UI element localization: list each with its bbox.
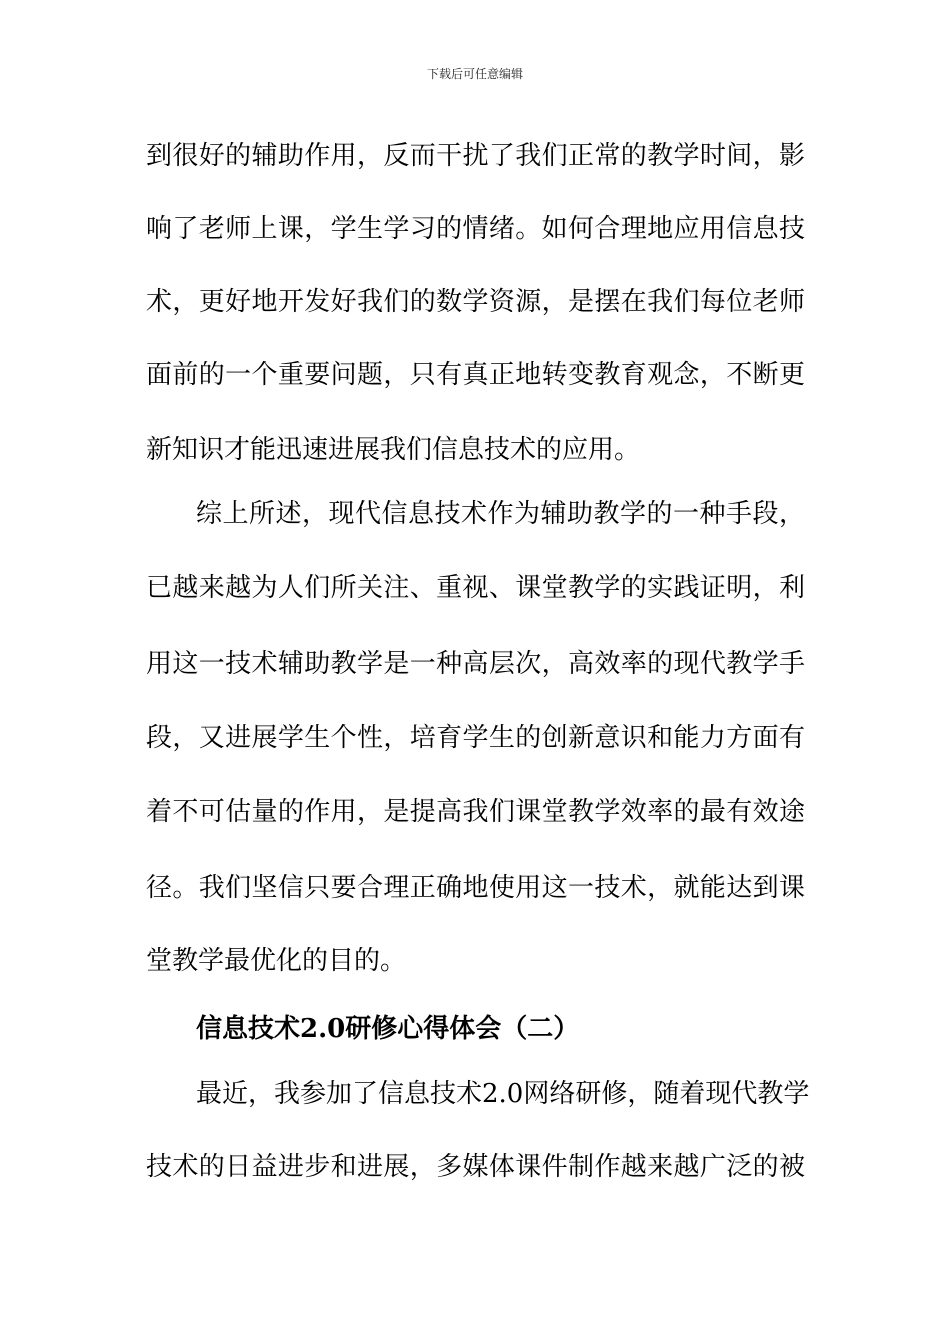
paragraph-line: 综上所述，现代信息技术作为辅助教学的一种手段， [196, 499, 805, 529]
paragraph-line: 堂教学最优化的目的。 [146, 946, 407, 976]
paragraph-line: 新知识才能迅速进展我们信息技术的应用。 [146, 435, 641, 465]
paragraph-line: 已越来越为人们所关注、重视、课堂教学的实践证明，利 [146, 573, 805, 603]
section-heading: 信息技术2.0研修心得体会（二） [196, 1014, 580, 1044]
paragraph-line: 用这一技术辅助教学是一种高层次，高效率的现代教学手 [146, 649, 805, 679]
paragraph-line: 着不可估量的作用，是提高我们课堂教学效率的最有效途 [146, 797, 805, 827]
header-note: 下载后可任意编辑 [426, 67, 523, 81]
paragraph-line: 术，更好地开发好我们的数学资源，是摆在我们每位老师 [146, 287, 805, 317]
paragraph-line: 最近，我参加了信息技术2.0网络研修，随着现代教学 [196, 1079, 810, 1109]
paragraph-line: 段，又进展学生个性，培育学生的创新意识和能力方面有 [146, 723, 805, 753]
paragraph-line: 面前的一个重要问题，只有真正地转变教育观念，不断更 [146, 360, 805, 390]
paragraph-line: 径。我们坚信只要合理正确地使用这一技术，就能达到课 [146, 873, 805, 903]
paragraph-line: 技术的日益进步和进展，多媒体课件制作越来越广泛的被 [146, 1152, 805, 1182]
paragraph-line: 响了老师上课，学生学习的情绪。如何合理地应用信息技 [146, 214, 805, 244]
paragraph-line: 到很好的辅助作用，反而干扰了我们正常的教学时间，影 [146, 141, 805, 171]
